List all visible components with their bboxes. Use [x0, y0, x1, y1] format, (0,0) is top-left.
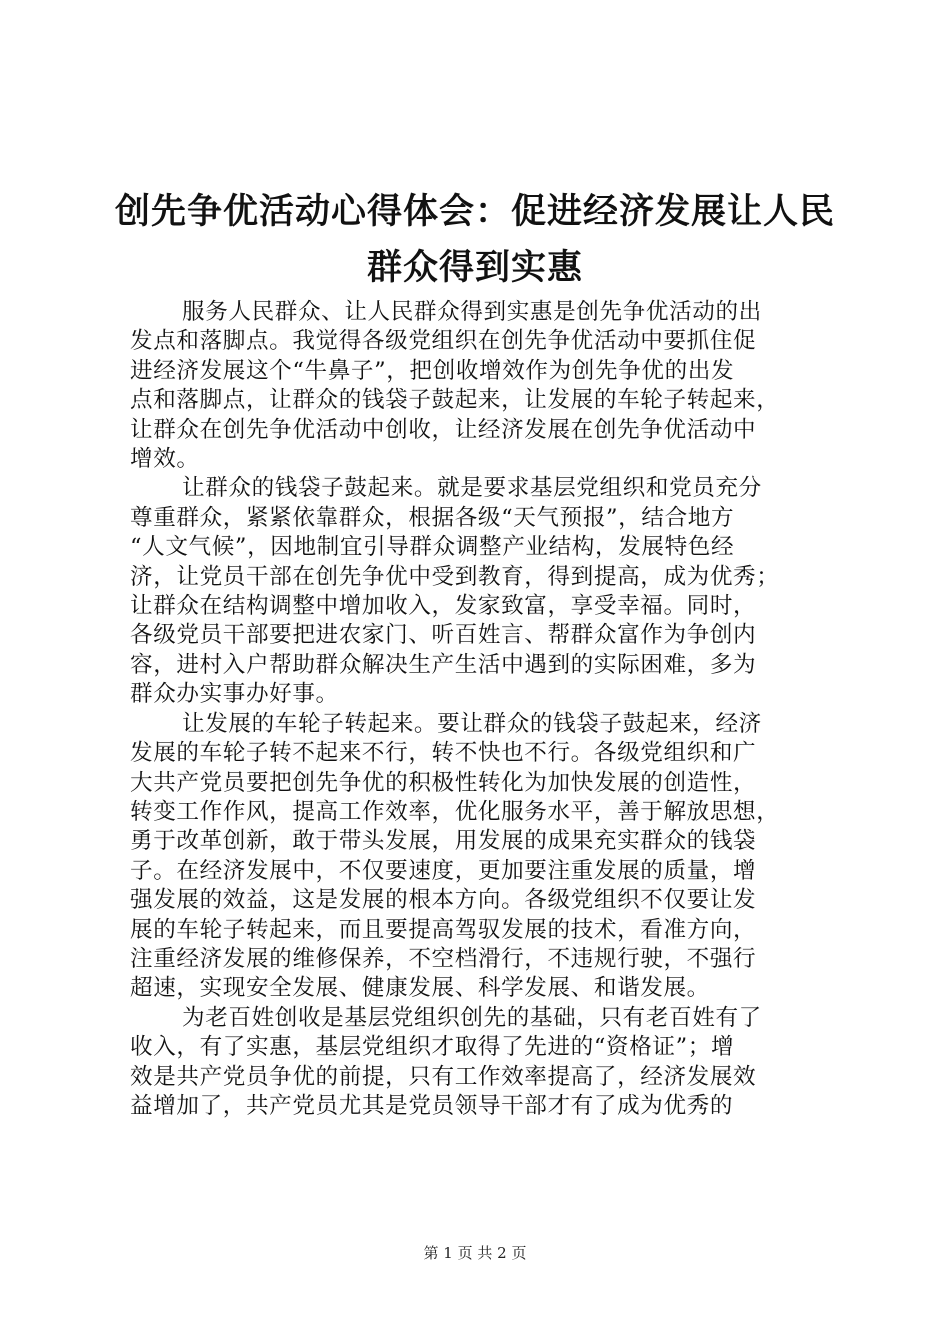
text-line: “人文气候”，因地制宜引导群众调整产业结构，发展特色经	[130, 534, 735, 561]
text-line: 群众办实事办好事。	[130, 681, 339, 708]
text-line: 强发展的效益，这是发展的根本方向。各级党组织不仅要让发	[130, 887, 757, 914]
text-line: 益增加了，共产党员尤其是党员领导干部才有了成为优秀的	[130, 1092, 734, 1119]
title-line-2: 群众得到实惠	[366, 248, 583, 288]
text-line: 容，进村入户帮助群众解决生产生活中遇到的实际困难，多为	[130, 651, 757, 678]
text-line: 发展的车轮子转不起来不行，转不快也不行。各级党组织和广	[130, 740, 757, 767]
paragraph-2	[130, 474, 830, 709]
title-line-1: 创先争优活动心得体会：促进经济发展让人民	[114, 192, 835, 232]
text-line: 济，让党员干部在创先争优中受到教育，得到提高，成为优秀；	[130, 563, 780, 590]
text-line: 点和落脚点，让群众的钱袋子鼓起来，让发展的车轮子转起来，	[130, 387, 780, 414]
text-line: 子。在经济发展中，不仅要速度，更加要注重发展的质量，增	[130, 857, 757, 884]
document-body	[130, 298, 830, 1121]
text-line: 效是共产党员争优的前提，只有工作效率提高了，经济发展效	[130, 1063, 757, 1090]
document-title	[110, 184, 840, 296]
text-line: 大共产党员要把创先争优的积极性转化为加快发展的创造性，	[130, 769, 757, 796]
paragraph-3	[130, 710, 830, 1004]
text-line: 展的车轮子转起来，而且要提高驾驭发展的技术，看准方向，	[130, 916, 757, 943]
paragraph-1	[130, 298, 830, 474]
text-line: 超速，实现安全发展、健康发展、科学发展、和谐发展。	[130, 975, 710, 1002]
text-line: 收入，有了实惠，基层党组织才取得了先进的“资格证”；增	[130, 1034, 735, 1061]
text-line: 尊重群众，紧紧依靠群众，根据各级“天气预报”，结合地方	[130, 504, 735, 531]
page-number-footer: 第 1 页 共 2 页	[423, 1244, 527, 1262]
text-line: 让群众在结构调整中增加收入，发家致富，享受幸福。同时，	[130, 593, 757, 620]
text-line: 服务人民群众、让人民群众得到实惠是创先争优活动的出	[182, 299, 762, 325]
text-line: 增效。	[130, 446, 200, 473]
text-line: 勇于改革创新，敢于带头发展，用发展的成果充实群众的钱袋	[130, 828, 757, 855]
text-line: 注重经济发展的维修保养，不空档滑行，不违规行驶，不强行	[130, 945, 757, 972]
paragraph-4	[130, 1004, 830, 1122]
text-line: 让群众在创先争优活动中创收，让经济发展在创先争优活动中	[130, 416, 757, 443]
text-line: 为老百姓创收是基层党组织创先的基础，只有老百姓有了	[182, 1004, 762, 1031]
text-line: 进经济发展这个“牛鼻子”，把创收增效作为创先争优的出发	[130, 357, 735, 384]
text-line: 让发展的车轮子转起来。要让群众的钱袋子鼓起来，经济	[182, 710, 762, 737]
text-line: 发点和落脚点。我觉得各级党组织在创先争优活动中要抓住促	[130, 328, 757, 355]
text-line: 转变工作作风，提高工作效率，优化服务水平，善于解放思想，	[130, 798, 780, 825]
text-line: 让群众的钱袋子鼓起来。就是要求基层党组织和党员充分	[182, 475, 762, 502]
text-line: 各级党员干部要把进农家门、听百姓言、帮群众富作为争创内	[130, 622, 757, 649]
